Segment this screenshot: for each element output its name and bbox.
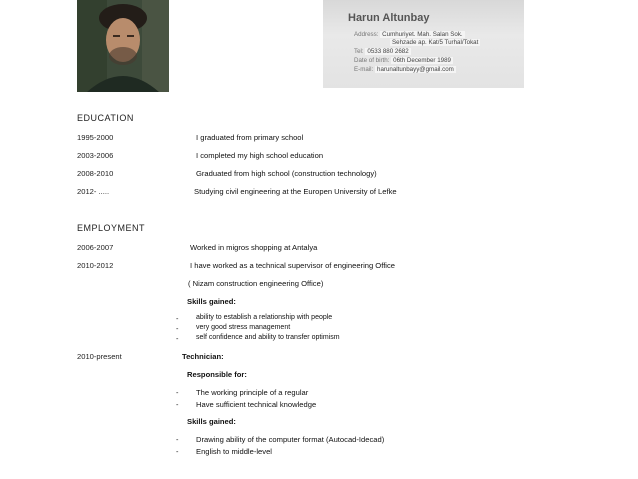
email-row [354,66,456,73]
tel-label: Tel: [354,48,364,55]
profile-photo [77,0,169,92]
address-label: Address: [354,31,379,38]
bullet-dash: - [176,400,179,409]
bullet-dash: - [176,388,179,397]
skills-heading: Skills gained: [187,297,236,306]
job-title: Technician: [182,352,224,361]
education-date: 2003-2006 [77,151,114,160]
education-date: 2008-2010 [77,169,114,178]
address-line2-row [390,39,480,46]
email-label: E-mail: [354,66,374,73]
bullet-dash: - [176,314,179,323]
responsible-heading: Responsible for: [187,370,247,379]
job-description: Worked in migros shopping at Antalya [190,243,318,252]
employment-heading: EMPLOYMENT [77,223,146,233]
email-value: harunaltunbayy@gmail.com [377,66,454,73]
dob-value: 06th December 1989 [393,57,451,64]
job-date: 2010-2012 [77,261,114,270]
skills-heading: Skills gained: [187,417,236,426]
tel-row [354,48,411,55]
job-date: 2006-2007 [77,243,114,252]
responsibility-item: Have sufficient technical knowledge [196,400,317,409]
education-text: Studying civil engineering at the Europen University of Lefke [194,187,397,196]
address-row [354,31,465,38]
company-name: ( Nizam construction engineering Office) [188,279,324,288]
job-description: I have worked as a technical supervisor of engineering Office [190,261,396,270]
bullet-dash: - [176,435,179,444]
bullet-dash: - [176,447,179,456]
education-date: 1995-2000 [77,133,114,142]
dob-label: Date of birth: [354,57,390,64]
job-date: 2010-present [77,352,122,361]
contact-card [323,0,524,88]
skill-item: very good stress management [196,324,291,331]
education-heading: EDUCATION [77,113,134,123]
dob-row [354,57,453,64]
education-date: 2012- ..... [77,187,110,196]
education-text: Graduated from high school (construction technology) [196,169,377,178]
tel-value: 0533 880 2682 [367,48,409,55]
education-text: I completed my high school education [196,151,324,160]
skill-item: ability to establish a relationship with people [196,314,333,321]
address-line1: Cumhuriyet. Mah. Salan Sok. [382,31,463,38]
bullet-dash: - [176,334,179,343]
skill-item: English to middle-level [196,447,272,456]
address-line2: Sehzade ap. Kat/5 Turhal/Tokat [392,39,479,46]
candidate-name: Harun Altunbay [348,12,430,24]
skill-item: Drawing ability of the computer format (Autocad-Idecad) [196,435,385,444]
education-text: I graduated from primary school [196,133,304,142]
responsibility-item: The working principle of a regular [196,388,309,397]
skill-item: self confidence and ability to transfer optimism [196,334,340,341]
bullet-dash: - [176,324,179,333]
